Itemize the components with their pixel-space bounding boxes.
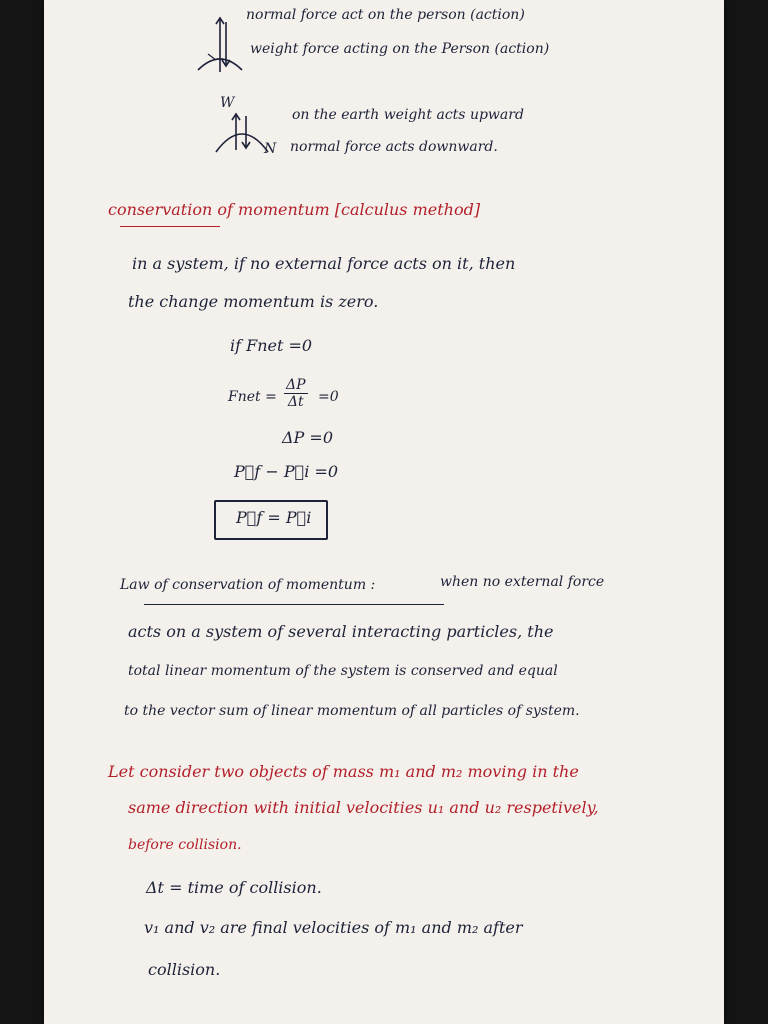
- equation-fnet-rhs: =0: [318, 389, 339, 405]
- normal-force-downward-label: normal force acts downward.: [290, 139, 498, 155]
- example-line2: same direction with initial velocities u₁ and u₂ respetively,: [128, 798, 599, 817]
- earth-weight-label: on the earth weight acts upward: [292, 107, 524, 123]
- equation-fnet-lhs: Fnet =: [228, 389, 277, 405]
- person-forces-icon: [194, 10, 244, 76]
- example-line3: before collision.: [128, 837, 242, 853]
- law-line2: acts on a system of several interacting particles, the: [128, 622, 554, 641]
- example-line5: v₁ and v₂ are final velocities of m₁ and m₂ after: [144, 918, 523, 937]
- example-line4: Δt = time of collision.: [146, 878, 322, 897]
- equation-dp-dt-fraction: [284, 378, 308, 409]
- law-title-underline: [144, 604, 444, 605]
- conservation-para-line2: the change momentum is zero.: [128, 292, 379, 311]
- equation-dp-zero: ΔP =0: [282, 428, 333, 447]
- fraction-numerator: ΔP: [286, 377, 306, 393]
- equation-pf-equals-pi: P⃗f = P⃗i: [236, 508, 312, 527]
- example-line6: collision.: [148, 960, 221, 979]
- notebook-page: [44, 0, 724, 1024]
- fraction-denominator: Δt: [287, 394, 304, 410]
- equation-pf-minus-pi: P⃗f − P⃗i =0: [234, 462, 339, 481]
- heading-underline: [120, 226, 220, 227]
- n-label: N: [264, 141, 277, 157]
- law-title: Law of conservation of momentum :: [120, 577, 376, 593]
- w-label: W: [220, 95, 235, 111]
- normal-force-label: normal force act on the person (action): [246, 7, 525, 23]
- conservation-heading: conservation of momentum [calculus method]: [108, 200, 481, 219]
- law-line3: total linear momentum of the system is conserved and equal: [128, 663, 558, 679]
- example-line1: Let consider two objects of mass m₁ and m₂ moving in the: [108, 762, 579, 781]
- law-line4: to the vector sum of linear momentum of all particles of system.: [124, 703, 580, 719]
- law-line1-rest: when no external force: [440, 574, 605, 590]
- equation-fnet-zero: if Fnet =0: [230, 336, 313, 355]
- conservation-para-line1: in a system, if no external force acts on it, then: [132, 254, 516, 273]
- weight-force-label: weight force acting on the Person (action): [250, 41, 550, 57]
